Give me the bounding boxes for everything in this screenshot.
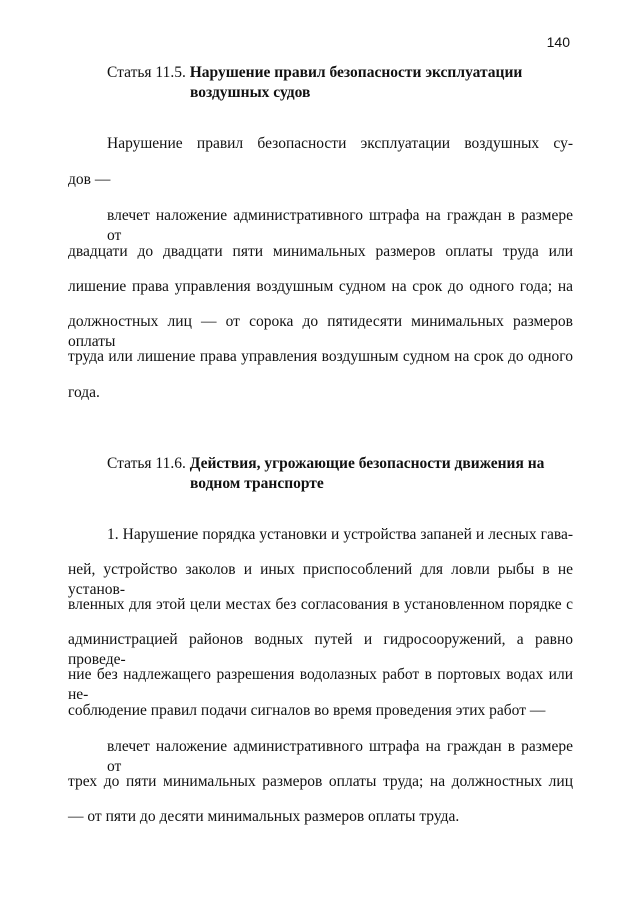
article-11-5-line: лишение права управления воздушным судном на срок до одного года; на — [68, 278, 573, 295]
article-11-6-prefix: Статья 11.6. — [107, 455, 186, 472]
article-11-6-title-line1: Действия, угрожающие безопасности движения на — [189, 455, 545, 472]
article-11-6-heading — [107, 454, 587, 494]
article-11-5-prefix: Статья 11.5. — [107, 64, 186, 81]
article-11-6-line: ние без надлежащего разрешения водолазных работ в портовых водах или не- — [68, 666, 573, 703]
article-11-6-line: — от пяти до десяти минимальных размеров оплаты труда. — [68, 808, 460, 825]
article-11-5-line: двадцати до двадцати пяти минимальных размеров оплаты труда или — [68, 243, 573, 260]
article-11-5-line: года. — [68, 384, 100, 401]
article-11-6-line: администрацией районов водных путей и гидросооружений, а равно проведе- — [68, 631, 573, 668]
article-11-6-title-line2: водном транспорте — [190, 475, 324, 492]
article-11-6-line: ней, устройство заколов и иных приспособлений для ловли рыбы в не установ- — [68, 561, 573, 598]
page-number: 140 — [546, 34, 570, 50]
article-11-5-line: должностных лиц — от сорока до пятидесяти минимальных размеров оплаты — [68, 313, 573, 350]
article-11-5-line: влечет наложение административного штрафа на граждан в размере от — [107, 207, 573, 244]
article-11-5-line: дов — — [68, 171, 111, 188]
article-11-5-title-line2: воздушных судов — [190, 84, 311, 101]
article-11-6-line: вленных для этой цели местах без согласования в установленном порядке с — [68, 596, 573, 613]
article-11-5-title-line1: Нарушение правил безопасности эксплуатации — [189, 64, 523, 81]
article-11-5-line: Нарушение правил безопасности эксплуатации воздушных су- — [107, 135, 573, 152]
article-11-6-line: влечет наложение административного штрафа на граждан в размере от — [107, 738, 573, 775]
article-11-6-line: 1. Нарушение порядка установки и устройства запаней и лесных гава- — [107, 526, 573, 543]
article-11-5-line: труда или лишение права управления воздушным судном на срок до одного — [68, 348, 573, 365]
article-11-5-heading — [107, 63, 587, 103]
article-11-6-line: соблюдение правил подачи сигналов во время проведения этих работ — — [68, 702, 546, 719]
article-11-6-line: трех до пяти минимальных размеров оплаты труда; на должностных лиц — [68, 773, 573, 790]
